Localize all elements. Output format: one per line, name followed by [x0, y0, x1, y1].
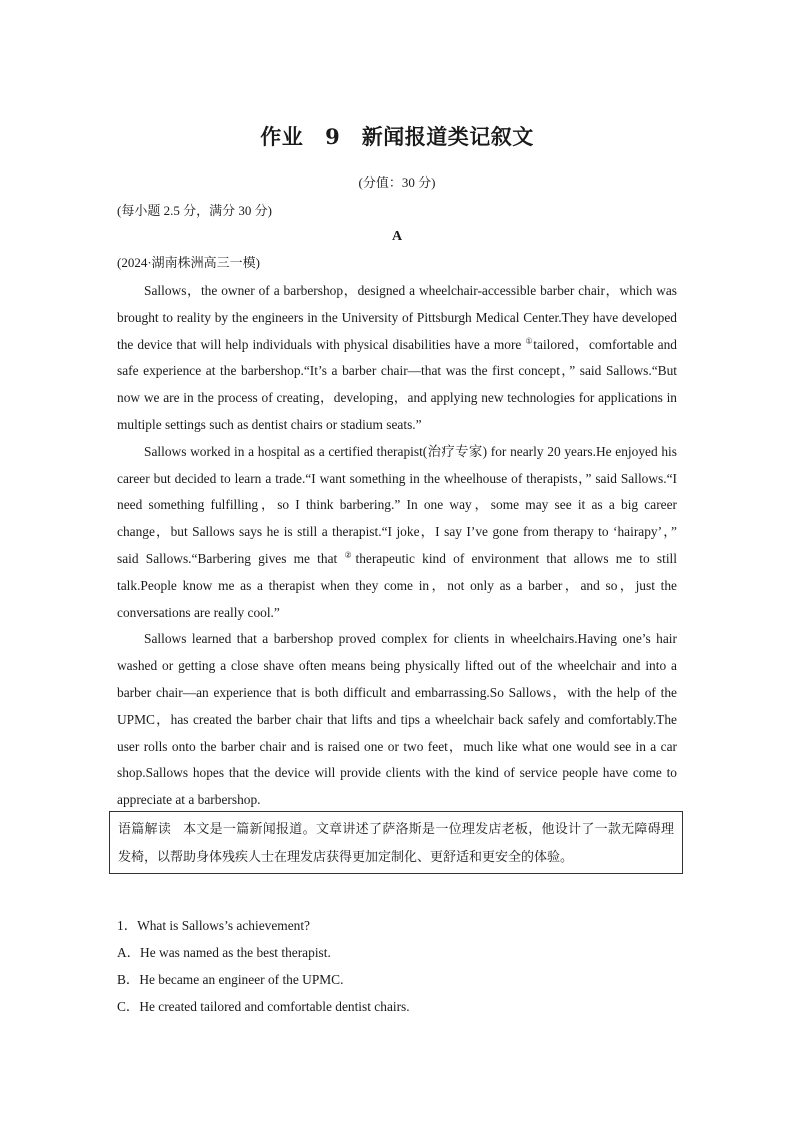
- option-b: B．He became an engineer of the UPMC.: [117, 972, 344, 987]
- passage-paragraph-2: [117, 439, 677, 627]
- passage-paragraph-3: Sallows learned that a barbershop proved complex for clients in wheelchairs.Having one’s hair washed or getting a close shave often means being physically lifted out of the wheelchair and into a barber chair—an experience that is both difficult and embarrassing.So Sallows，with the help of the UPMC，has created the barber chair that lifts and tips a wheelchair back safely and comfortably.The user rolls onto the barber chair and is raised one or two feet，much like what one would see in a car shop.Sallows hopes that the device will provide clients with the kind of service people have come to appreciate at a barbershop.: [117, 631, 677, 808]
- question-1: [117, 912, 677, 1020]
- option-a: A．He was named as the best therapist.: [117, 945, 331, 960]
- question-stem: 1．What is Sallows’s achievement?: [117, 918, 310, 933]
- paragraph-2-text-a: Sallows worked in a hospital as a certified therapist(治疗专家) for nearly 20 years.He enjoyed his career but decided to learn a trade.“I want something in the wheelhouse of therapists，” said Sallows.“I need something fulfilling，so I think barbering.” In one way，some may see it as a big career change，but Sallows says he is still a therapist.“I joke，I say I’ve gone from therapy to ‘hairapy’，” said Sallows.“Barbering gives me that: [117, 443, 677, 566]
- total-score: (分值：30 分): [358, 175, 436, 190]
- option-c: C．He created tailored and comfortable dentist chairs.: [117, 999, 410, 1014]
- passage-paragraph-1: [117, 278, 677, 439]
- passage-label: A: [391, 229, 403, 244]
- summary-label: 语篇解读: [118, 822, 172, 837]
- passage-summary-box: [109, 811, 683, 874]
- footnote-marker-1: ①: [525, 336, 534, 346]
- footnote-marker-2: ②: [344, 550, 356, 560]
- score-per-question: (每小题 2.5 分，满分 30 分): [117, 203, 272, 218]
- reading-passage: [117, 278, 677, 814]
- paragraph-1-text-a: Sallows，the owner of a barbershop，designed a wheelchair-accessible barber chair，which was brought to reality by the engineers in the University of Pittsburgh Medical Center.They have developed the device that will help individuals with physical disabilities have a more: [117, 283, 677, 352]
- paragraph-2-text-b: therapeutic kind of environment that allows me to still talk.People know me as a therapist when they come in，not only as a barber，and so，just the conversations are really cool.”: [117, 550, 677, 620]
- paragraph-1-text-b: tailored，comfortable and safe experience at the barbershop.“It’s a barber chair—that was the first concept，” said Sallows.“But now we are in the process of creating，developing，and applying new technologies for applications in multiple settings such as dentist chairs or stadium seats.”: [117, 336, 678, 432]
- passage-source: (2024·湖南株洲高三一模): [117, 255, 260, 270]
- page-title: 作业 9 新闻报道类记叙文: [260, 124, 534, 149]
- summary-text: 本文是一篇新闻报道。文章讲述了萨洛斯是一位理发店老板，他设计了一款无障碍理发椅，以帮助身体残疾人士在理发店获得更加定制化、更舒适和更安全的体验。: [118, 822, 674, 865]
